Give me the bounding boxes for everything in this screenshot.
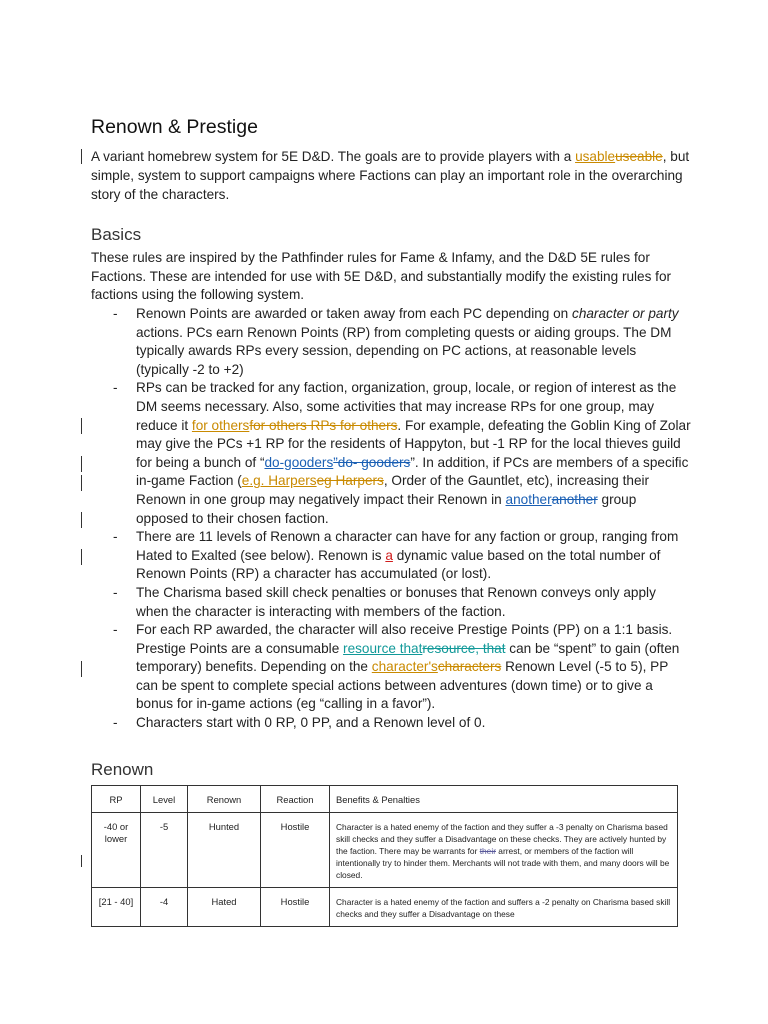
list-dash: - xyxy=(113,529,118,545)
suggestion-insert[interactable]: character's xyxy=(371,659,438,675)
list-text: , Order of the Gauntlet, etc), increasing their Renown in one group may negatively impact their Renown in xyxy=(136,473,650,507)
list-dash: - xyxy=(113,380,118,396)
cell-rp: [21 - 40] xyxy=(92,888,141,927)
list-text: Renown Level (-5 to 5), PP can be spent to complete special actions between adventures (down time) or to give a bonus for in-game actions (eg “calling in a favor”). xyxy=(136,659,669,712)
cell-rp: -40 or lower xyxy=(92,813,141,888)
page-title: Renown & Prestige xyxy=(91,116,258,138)
suggestion-delete[interactable]: resource, that xyxy=(422,640,506,656)
list-item xyxy=(91,584,691,621)
list-text: can be “spent” to gain (often temporary) benefits. Depending on the xyxy=(136,640,680,675)
change-bar xyxy=(81,855,82,867)
suggestion-delete[interactable]: eg Harpers xyxy=(316,473,384,489)
intro-text-1: A variant homebrew system for 5E D&D. The goals are to provide players with a xyxy=(91,149,576,164)
change-bar xyxy=(81,475,82,491)
change-bar xyxy=(81,512,82,528)
list-text: group opposed to their chosen faction. xyxy=(136,491,637,526)
cell-renown: Hunted xyxy=(188,813,261,888)
list-text: Characters start with 0 RP, 0 PP, and a Renown level of 0. xyxy=(136,715,486,731)
list-item xyxy=(91,528,691,584)
cell-benefits xyxy=(330,888,678,927)
list-text: RPs can be tracked for any faction, organization, group, locale, or region of interest as the DM seems necessary. Also, some activities that may increase RPs for one group, may reduce it xyxy=(136,380,677,433)
basics-paragraph: These rules are inspired by the Pathfinder rules for Fame & Infamy, and the D&D 5E rules for Factions. These are intended for use with 5E D&D, and substantially modify the existing rules for factions using the following system. xyxy=(91,250,672,303)
cell-renown: Hated xyxy=(188,888,261,927)
cell-level: -5 xyxy=(141,813,188,888)
suggestion-insert[interactable]: for others xyxy=(191,417,250,433)
change-bar xyxy=(81,661,82,677)
list-item xyxy=(91,714,691,733)
list-text: The Charisma based skill check penalties or bonuses that Renown conveys only apply when the character is interacting with members of the faction. xyxy=(136,584,656,619)
benefits-text: arrest, or members of the faction will intentionally try to hinder them. Merchants will not trade with them, and many doors will be closed. xyxy=(336,846,670,880)
list-dash: - xyxy=(113,584,118,600)
list-dash: - xyxy=(113,715,118,731)
list-text: . For example, defeating the Goblin King of Zolar may give the PCs +1 RP for the residents of Happyton, but -1 RP for the local thieves guild for being a bunch of “ xyxy=(136,417,691,470)
list-text: ”. In addition, if PCs are members of a specific in-game Faction ( xyxy=(136,454,689,489)
benefits-text: Character is a hated enemy of the faction and they suffer a -3 penalty on Charisma based skill checks and they suffer a Disadvantage on these checks. They are actively hunted by the faction. There may be warrants for xyxy=(336,822,668,856)
intro-paragraph xyxy=(91,147,691,204)
header-reaction: Reaction xyxy=(261,786,330,813)
header-renown: Renown xyxy=(188,786,261,813)
suggestion-delete[interactable]: their xyxy=(479,846,496,856)
change-bar xyxy=(81,418,82,434)
header-rp: RP xyxy=(92,786,141,813)
suggestion-insert[interactable]: resource that xyxy=(343,640,423,656)
list-text: There are 11 levels of Renown a character can have for any faction or group, ranging from Hated to Exalted (see below). Renown is xyxy=(136,529,679,563)
suggestion-insert[interactable]: usable xyxy=(575,149,616,164)
rules-list xyxy=(91,305,691,733)
list-item xyxy=(91,379,691,528)
header-benefits: Benefits & Penalties xyxy=(330,786,678,813)
change-bar xyxy=(81,149,82,164)
list-dash: - xyxy=(113,306,118,321)
change-bar xyxy=(81,456,82,472)
suggestion-delete[interactable]: another xyxy=(551,491,598,507)
list-text: dynamic value based on the total number of Renown Points (RP) a character has accumulated (or lost). xyxy=(136,547,661,582)
suggestion-insert[interactable]: e.g. Harpers xyxy=(241,473,317,489)
list-item xyxy=(91,621,691,714)
suggestion-delete[interactable]: characters xyxy=(437,659,502,675)
renown-table xyxy=(91,785,678,927)
renown-heading: Renown xyxy=(91,760,154,779)
list-text: Renown Points are awarded or taken away from each PC depending on xyxy=(136,306,573,321)
suggestion-insert[interactable]: a xyxy=(385,547,393,563)
basics-heading: Basics xyxy=(91,225,142,244)
list-item xyxy=(91,305,691,379)
cell-benefits xyxy=(330,813,678,888)
change-bar xyxy=(81,549,82,565)
intro-text-2: , but simple, system to support campaigns where Factions can play an important role in the overarching story of the characters. xyxy=(91,149,690,202)
header-level: Level xyxy=(141,786,188,813)
cell-reaction: Hostile xyxy=(261,813,330,888)
list-text: For each RP awarded, the character will also receive Prestige Points (PP) on a 1:1 basis. Prestige Points are a consumable xyxy=(136,622,673,656)
cell-level: -4 xyxy=(141,888,188,927)
benefits-text: Character is a hated enemy of the faction and suffers a -2 penalty on Charisma based skill checks and they suffer a Disadvantage on these xyxy=(336,897,671,919)
suggestion-delete[interactable]: ”do- gooders xyxy=(333,454,411,470)
suggestion-insert[interactable]: another xyxy=(505,491,552,507)
suggestion-delete[interactable]: useable xyxy=(615,149,663,164)
suggestion-delete[interactable]: for others RPs for others xyxy=(249,417,398,433)
list-dash: - xyxy=(113,622,118,638)
table-header-row xyxy=(92,786,678,813)
suggestion-insert[interactable]: do-gooders xyxy=(264,454,334,470)
table-row xyxy=(92,813,678,888)
list-text: actions. PCs earn Renown Points (RP) from completing quests or aiding groups. The DM typically awards RPs every session, depending on PC actions, at reasonable levels (typically -2 to +2) xyxy=(136,324,672,377)
table-row xyxy=(92,888,678,927)
emphasis-text: character or party xyxy=(572,306,679,321)
cell-reaction: Hostile xyxy=(261,888,330,927)
